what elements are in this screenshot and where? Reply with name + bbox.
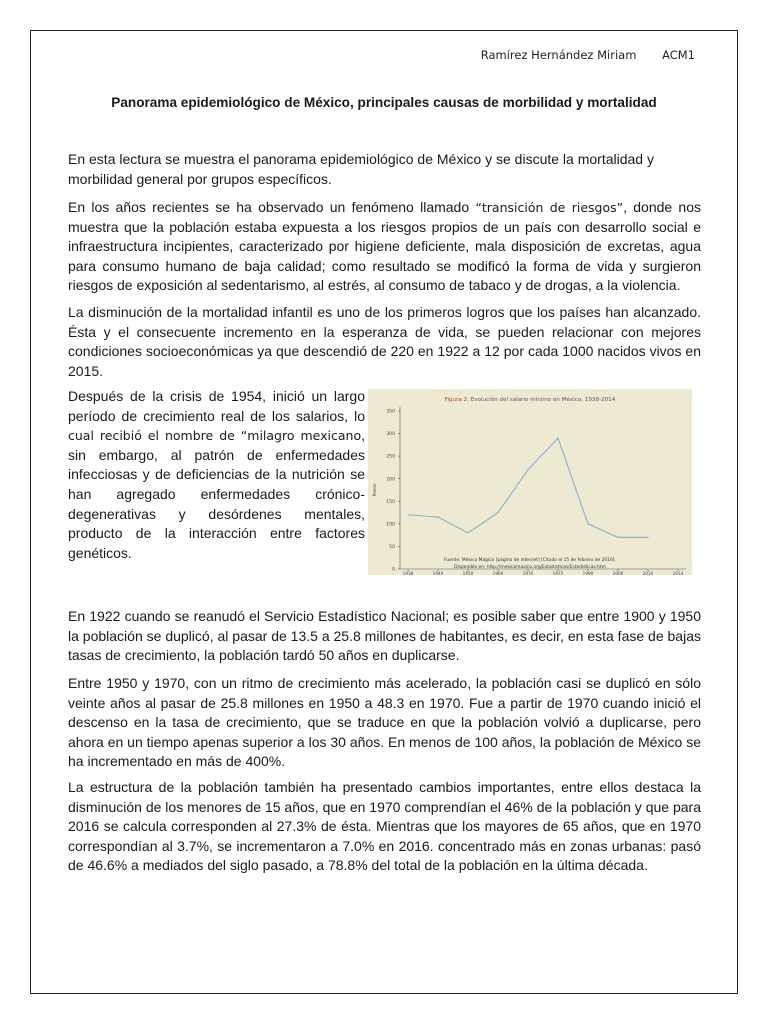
y-tick-label: 200	[386, 477, 395, 483]
y-tick-label: 250	[386, 454, 395, 460]
paragraph-estructura: La estructura de la población también ha presentado cambios importantes, entre ellos destaca la disminución de los menores de 15 años, que en 1970 comprendían el 46% de la población y que para 2016 se calcula corresponden al 27.3% de ésta. Mientras que los mayores de 65 años, que en 1970 correspondían al 3.7%, se incrementaron a 7.0% en 2016. concentrado más en zonas urbanas: pasó de 46.6% a mediados del siglo pasado, a 78.8% del total de la población en la última década.	[68, 779, 701, 874]
x-tick-label: 2000	[612, 571, 624, 575]
quote-transicion: “transición de riesgos”	[475, 200, 624, 215]
y-tick-label: 100	[386, 522, 395, 528]
paragraph-transicion	[68, 198, 701, 296]
data-point	[497, 512, 498, 513]
paragraph-mortalidad-infantil: La disminución de la mortalidad infantil es uno de los primeros logros que los países han alcanzado. Ésta y el consecuente incremento en la esperanza de vida, se pueden relacionar con mejores condiciones socioeconómicas ya que descendió de 220 en 1922 a 12 por cada 1000 nacidos vivos en 2015.	[68, 304, 701, 379]
data-point	[647, 537, 648, 538]
paragraph-milagro-mexicano	[68, 387, 365, 563]
y-axis-label: Pesos	[373, 483, 378, 497]
x-tick-label: 1950	[462, 571, 474, 575]
x-tick-label: 1975	[552, 571, 564, 575]
document-title: Panorama epidemiológico de México, principales causas de morbilidad y mortalidad	[111, 95, 657, 110]
data-point	[467, 532, 468, 533]
paragraph-crecimiento: Entre 1950 y 1970, con un ritmo de crecimiento más acelerado, la población casi se duplicó en sólo veinte años al pasar de 25.8 millones en 1950 a 48.3 en 1970. Fue a partir de 1970 cuando inició el descenso en la tasa de crecimiento, que se traduce en que la población volvió a duplicarse, pero ahora en un tiempo apenas superior a los 30 años. En menos de 100 años, la población de México se ha incrementado en más de 400%.	[68, 675, 701, 770]
course-code: ACM1	[662, 48, 695, 62]
data-point	[587, 523, 588, 524]
data-point	[407, 514, 408, 515]
x-tick-label: 1970	[522, 571, 534, 575]
x-tick-label: 2014	[672, 571, 684, 575]
document-header	[481, 48, 695, 62]
chart-title-prefix: Figura 2.	[444, 397, 471, 403]
salary-line-chart	[368, 389, 692, 575]
data-point	[617, 537, 618, 538]
x-tick-label: 1990	[582, 571, 594, 575]
paragraph-milagro-start: Después de la crisis de 1954, inició un largo período de crecimiento real de los salarios, lo	[68, 388, 365, 424]
paragraph-estadistico: En 1922 cuando se reanudó el Servicio Estadístico Nacional; es posible saber que entre 1900 y 1950 la población se duplicó, al pasar de 13.5 a 25.8 millones de habitantes, es decir, en esta fase de bajas tasas de crecimiento, la población tardó 50 años en duplicarse.	[68, 608, 701, 664]
y-tick-label: 0	[392, 567, 395, 573]
paragraph-transicion-end: , donde nos muestra que la población estaba expuesta a los riesgos propios de un país con desarrollo social e infraestructura incipientes, caracterizado por higiene deficiente, mala disposición de excretas, agua para consumo humano de baja calidad; como resultado se modificó la forma de vida y surgieron riesgos de exposición al sedentarismo, al estrés, al consumo de tabaco y de drogas, a la violencia.	[68, 199, 702, 294]
x-tick-label: 1960	[492, 571, 504, 575]
chart-source-line2: Disponible en: http://mexicomaxico.org/Estadisticas/Estadisticas.htm	[454, 565, 606, 570]
y-tick-label: 50	[389, 545, 395, 551]
data-point	[557, 437, 558, 438]
paragraph-milagro-end: , sin embargo, al patrón de enfermedades infecciosas y de deficiencias de la nutrición se han agregado enfermedades crónico-degenerativas y desórdenes mentales, producto de la interacción entre factores genéticos.	[68, 427, 365, 561]
x-tick-label: 1938	[402, 571, 414, 575]
chart-title-text: Evolución del salario mínimo en México, 1938-2014	[470, 397, 616, 403]
document-page	[30, 30, 738, 994]
series-line-salario	[408, 438, 648, 537]
chart-title	[445, 396, 616, 403]
data-point	[437, 516, 438, 517]
data-point	[527, 469, 528, 470]
quote-milagro: cual recibió el nombre de “milagro mexicano	[68, 428, 362, 444]
chart-source-line1: Fuente: México Mágico [página de internet] [Citado el 15 de febrero de 2016].	[444, 558, 616, 563]
paragraph-intro: En esta lectura se muestra el panorama epidemiológico de México y se discute la mortalidad y morbilidad general por grupos específicos.	[68, 151, 654, 187]
x-tick-label: 2010	[642, 571, 654, 575]
y-tick-label: 350	[386, 409, 395, 415]
y-tick-label: 150	[386, 499, 395, 505]
salary-chart-figure	[368, 389, 692, 575]
y-tick-label: 300	[386, 432, 395, 438]
x-tick-label: 1940	[432, 571, 444, 575]
author-name: Ramírez Hernández Miriam	[480, 48, 637, 62]
paragraph-transicion-start: En los años recientes se ha observado un fenómeno llamado	[68, 199, 476, 215]
